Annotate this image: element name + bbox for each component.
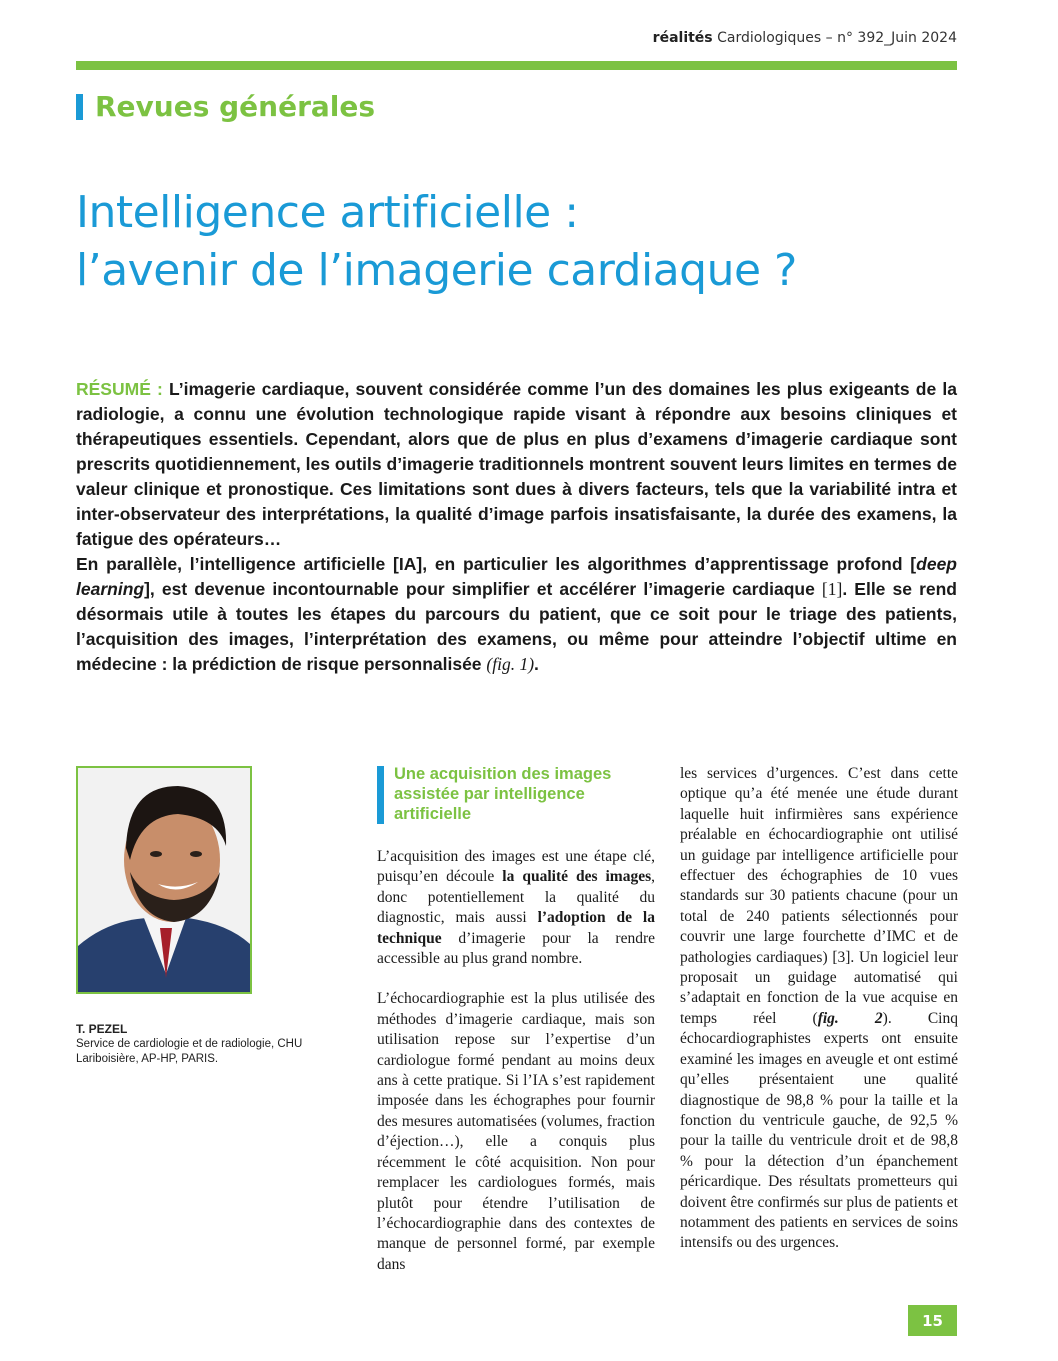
- title-line-2: l’avenir de l’imagerie cardiaque ?: [76, 245, 797, 296]
- subheading: [377, 764, 655, 824]
- right-column: [680, 764, 958, 1274]
- middle-column: [377, 847, 655, 1295]
- author-name: T. PEZEL: [76, 1022, 128, 1036]
- emphasis: deep learning: [76, 554, 957, 599]
- brand-name: réalités: [652, 30, 713, 46]
- author-photo: [76, 766, 252, 994]
- title-line-1: Intelligence artificielle :: [76, 187, 579, 238]
- section-marker: [76, 94, 83, 120]
- abstract-paragraph-1: RÉSUMÉ : L’imagerie cardiaque, souvent considérée comme l’un des domaines les plus exigeants de la radiologie, a connu une évolution technologique rapide visant à répondre aux besoins cliniques et thérapeutiques essentiels. Cependant, alors que de plus en plus d’examens d’imagerie cardiaque sont prescrits quotidiennement, les outils d’imagerie traditionnels montrent souvent leurs limites en termes de valeur clinique et pronostique. Ces limitations sont dues à divers facteurs, tels que la variabilité intra et inter-observateur des interprétations, la qualité d’image parfois insatisfaisante, la durée des examens, la fatigue des opérateurs…: [76, 379, 957, 549]
- portrait-illustration: [78, 768, 250, 992]
- bold-phrase: l’adoption de la technique: [377, 909, 655, 947]
- article-title: [76, 184, 976, 300]
- right-paragraph-1: les services d’urgences. C’est dans cette optique qu’a été menée une étude durant laquelle huit infirmières sans expérience préalable en échocardiographie ont utilisé un guidage par intelligence artificielle pour effectuer des échographies de 10 vues standards sur 30 patients chacune (pour un total de 240 patients sélectionnés pour couvrir une large fourchette d’IMC et de pathologies cardiaques) [3]. Un logiciel leur proposait un guidage automatisé qui s’adaptait en fonction de la vue acquise en temps réel (fig. 2). Cinq échocardiographistes experts ont ensuite examiné les images en aveugle et ont estimé qu’elles présentaient une qualité diagnostique de 98,8 % pour la taille et la fonction du ventricule gauche, de 92,5 % pour la taille du ventricule droit et de 98,8 % pour la détection d’un épanchement péricardique. Des résultats prometteurs qui doivent être confirmés sur plus de patients et notamment des patients en services de soins intensifs ou des urgences.: [680, 765, 958, 1252]
- page-number: 15: [908, 1305, 957, 1336]
- abstract-paragraph-2: En parallèle, l’intelligence artificielle [IA], en particulier les algorithmes d’apprentissage profond [deep learning], est devenue incontournable pour simplifier et accélérer l’imagerie cardiaque [1]. Elle se rend désormais utile à toutes les étapes du parcours du patient, que ce soit pour le triage des patients, l’acquisition des images, l’interprétation des examens, ou même pour atteindre l’objectif ultime en médecine : la prédiction de risque personnalisée (fig. 1).: [76, 554, 957, 674]
- abstract: [76, 377, 957, 677]
- subheading-marker: [377, 766, 384, 824]
- header-rule: [76, 61, 957, 70]
- author-info: [76, 1022, 336, 1067]
- middle-paragraph-2: L’échocardiographie est la plus utilisée des méthodes d’imagerie cardiaque, mais son utilisation repose sur l’expertise d’un cardiologue formé pendant au moins deux ans à cette pratique. Si l’IA s’est rapidement imposée dans les échographes pour fournir des mesures automatisées (volumes, fraction d’éjection…), elle a conquis plus récemment le côté acquisition. Non pour remplacer les cardiologues formés, mais plutôt pour étendre l’utilisation de l’échocardiographie dans des contextes de manque de personnel formé, par exemple dans: [377, 990, 655, 1273]
- middle-paragraph-1: L’acquisition des images est une étape clé, puisqu’en découle la qualité des images, donc potentiellement la qualité du diagnostic, mais aussi l’adoption de la technique d’imagerie pour la rendre accessible au plus grand nombre.: [377, 848, 655, 968]
- bold-phrase: la qualité des images: [502, 868, 652, 886]
- section-label: [76, 90, 375, 123]
- author-affiliation: Service de cardiologie et de radiologie, CHU Lariboisière, AP-HP, PARIS.: [76, 1038, 303, 1065]
- running-header: [653, 30, 957, 46]
- issue-info: Cardiologiques – n° 392_Juin 2024: [717, 30, 957, 46]
- figure-reference: fig. 2: [817, 1009, 883, 1027]
- section-title: Revues générales: [95, 90, 376, 123]
- figure-reference: (fig. 1): [486, 654, 535, 674]
- abstract-label: RÉSUMÉ :: [76, 379, 163, 399]
- reference-1: [1]: [821, 579, 843, 599]
- subheading-text: Une acquisition des images assistée par intelligence artificielle: [394, 765, 612, 823]
